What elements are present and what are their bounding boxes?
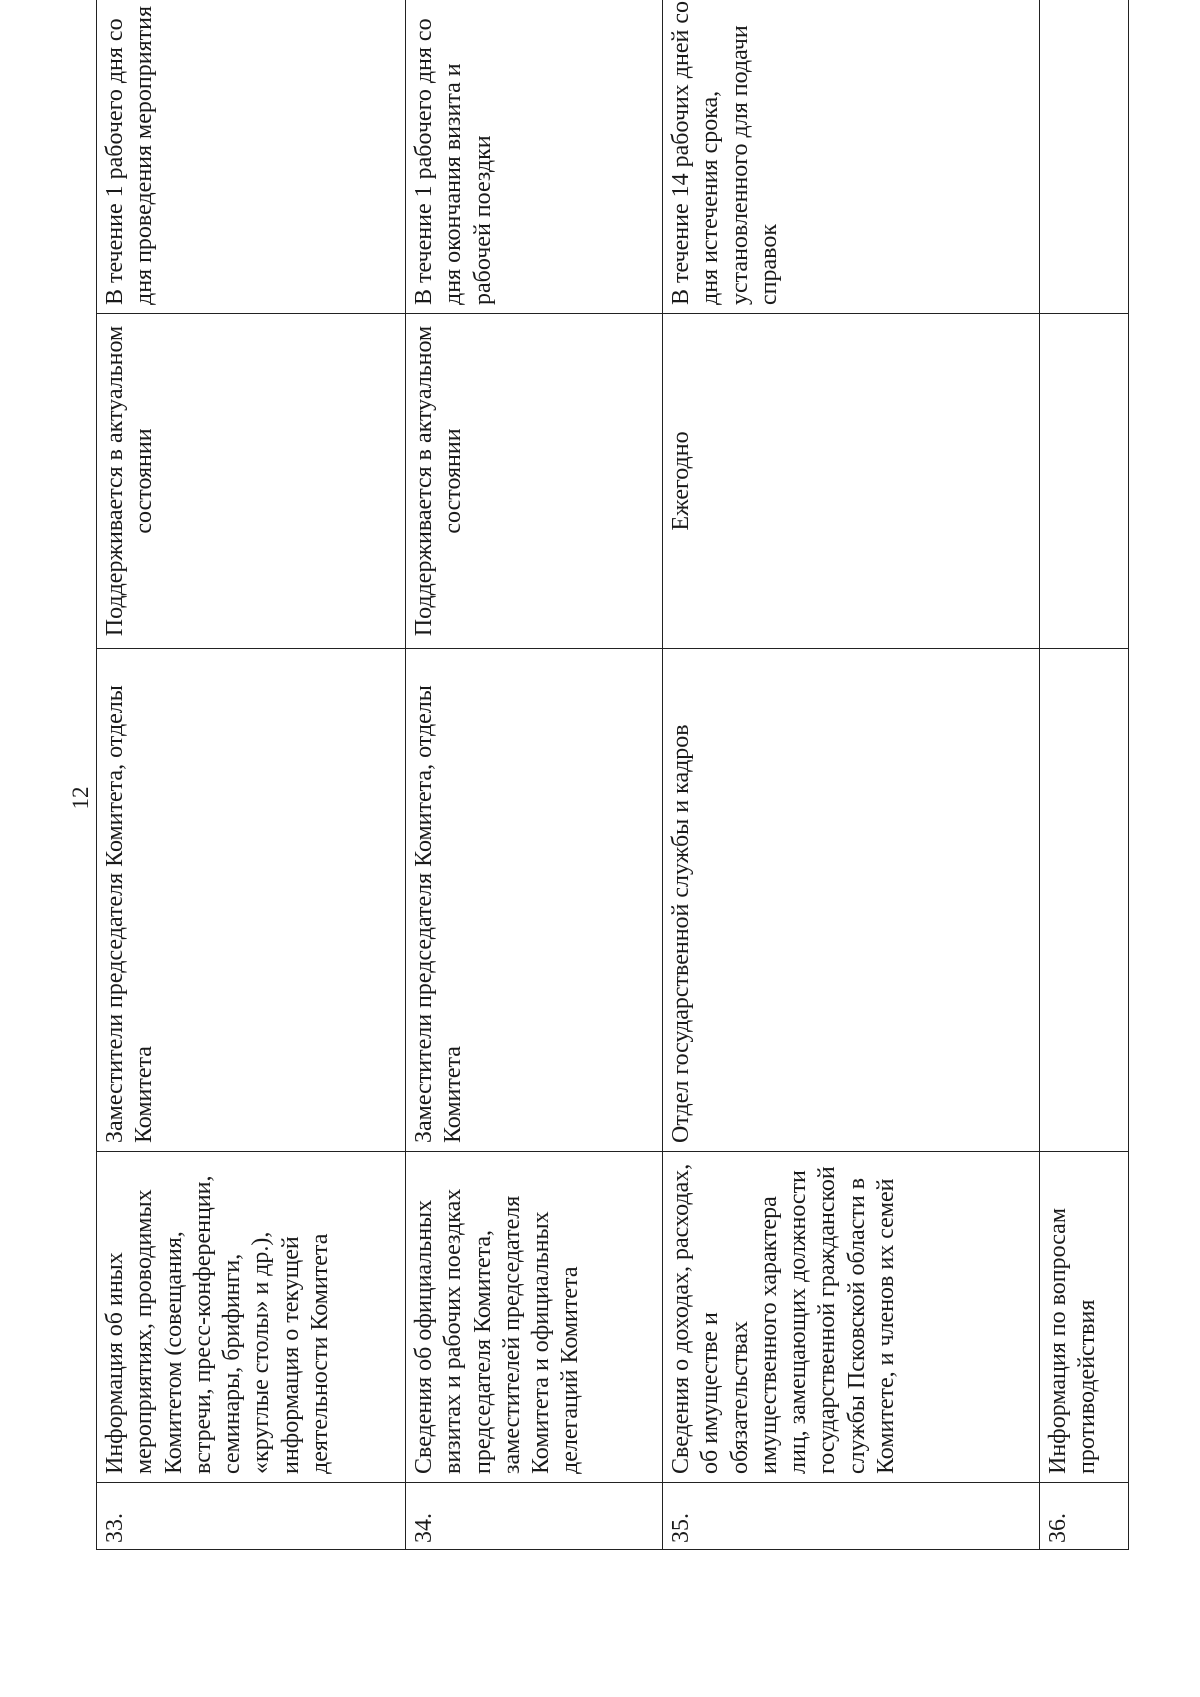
responsible-cell: Заместители председателя Комитета, отделы Комитета bbox=[97, 649, 406, 1152]
table-row bbox=[1040, 0, 1129, 1550]
row-number: 35. bbox=[663, 1483, 1040, 1550]
responsible-cell bbox=[1040, 649, 1129, 1152]
term-cell: В течение 14 рабочих дней со дня истечения срока, установленного для подачи справок bbox=[663, 0, 1040, 314]
responsible-cell: Заместители председателя Комитета, отделы Комитета bbox=[406, 649, 663, 1152]
term-cell: В течение 1 рабочего дня со дня окончания визита и рабочей поездки bbox=[406, 0, 663, 314]
info-name-cell: Информация по вопросам противодействия bbox=[1040, 1152, 1129, 1483]
responsible-cell: Отдел государственной службы и кадров bbox=[663, 649, 1040, 1152]
rotated-table-container bbox=[96, 1, 1146, 1550]
disclosure-table bbox=[96, 0, 1129, 1550]
info-name-cell: Сведения об официальных визитах и рабочих поездках председателя Комитета, заместителей председателя Комитета и официальных делегаций Комитета bbox=[406, 1152, 663, 1483]
periodicity-cell: Поддерживается в актуальном состоянии bbox=[406, 314, 663, 649]
periodicity-cell: Поддерживается в актуальном состоянии bbox=[97, 314, 406, 649]
row-number: 33. bbox=[97, 1483, 406, 1550]
term-cell bbox=[1040, 0, 1129, 314]
page-number: 12 bbox=[68, 786, 93, 810]
info-name-cell: Сведения о доходах, расходах, об имуществе и обязательствах имущественного характера лиц, замещающих должности государственной гражданской службы Псковской области в Комитете, и членов их семей bbox=[663, 1152, 1040, 1483]
table-row bbox=[97, 0, 406, 1550]
periodicity-cell: Ежегодно bbox=[663, 314, 1040, 649]
row-number: 34. bbox=[406, 1483, 663, 1550]
table-row bbox=[406, 0, 663, 1550]
info-name-cell: Информация об иных мероприятиях, проводимых Комитетом (совещания, встречи, пресс-конференции, семинары, брифинги, «круглые столы» и др.), информация о текущей деятельности Комитета bbox=[97, 1152, 406, 1483]
term-cell: В течение 1 рабочего дня со дня проведения мероприятия bbox=[97, 0, 406, 314]
row-number: 36. bbox=[1040, 1483, 1129, 1550]
periodicity-cell bbox=[1040, 314, 1129, 649]
table-row bbox=[663, 0, 1040, 1550]
